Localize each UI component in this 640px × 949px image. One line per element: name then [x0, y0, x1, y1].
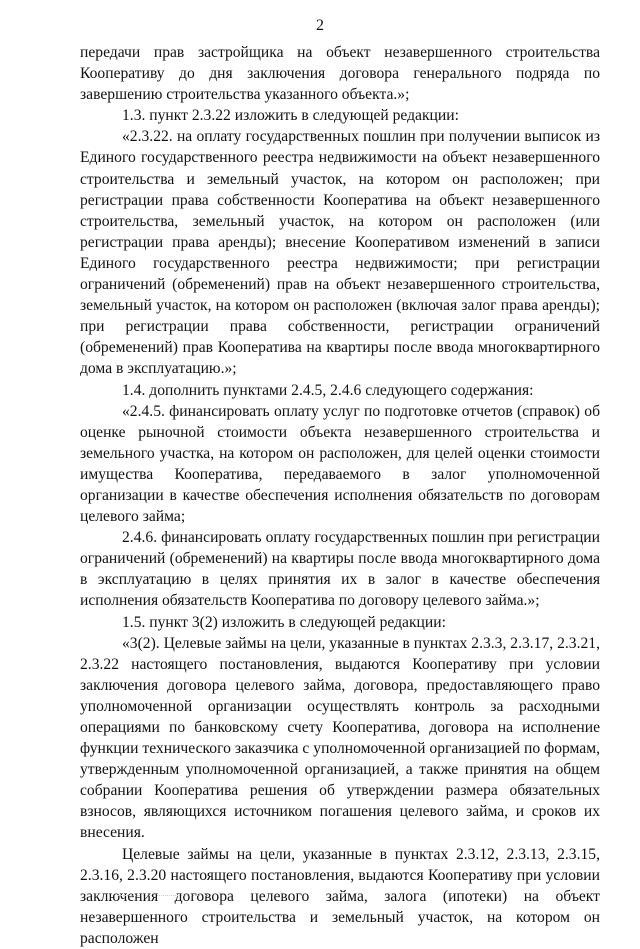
page-number: 2 — [316, 17, 324, 34]
paragraph-clause-2-3-22: «2.3.22. на оплату государственных пошлин при получении выписок из Единого государственного реестра недвижимости на объект незавершенного строительства и земельный участок, на котором он расположен; при регистрации права собственности Кооператива на объект незавершенного строительства, земельный участок, на котором он расположен (или регистрации права аренды); внесение Кооперативом изменений в записи Единого государственного реестра недвижимости; при регистрации ограничений (обременений) прав на объект незавершенного строительства, земельный участок, на котором он расположен (включая залог права аренды); при регистрации права собственности, регистрации ограничений (обременений) прав Кооператива на квартиры после ввода многоквартирного дома в эксплуатацию.»; — [80, 128, 600, 378]
paragraph-item-1-3: 1.3. пункт 2.3.22 изложить в следующей редакции: — [122, 107, 459, 125]
paragraph-item-1-4: 1.4. дополнить пунктами 2.4.5, 2.4.6 следующего содержания: — [122, 381, 534, 399]
paragraph-clause-2-4-5: «2.4.5. финансировать оплату услуг по подготовке отчетов (справок) об оценке рыночной стоимости объекта незавершенного строительства и земельного участка, на котором он расположен, для целей оценки стоимости имущества Кооператива, передаваемого в залог уполномоченной организации в качестве обеспечения исполнения обязательств по договорам целевого займа; — [80, 402, 600, 526]
scan-artifact — [118, 895, 208, 899]
paragraph-continuation: передачи прав застройщика на объект незавершенного строительства Кооперативу до дня заключения договора генерального подряда по завершению строительства указанного объекта.»; — [80, 44, 600, 104]
paragraph-clause-3-2: «3(2). Целевые займы на цели, указанные в пунктах 2.3.3, 2.3.17, 2.3.21, 2.3.22 настоящего постановления, выдаются Кооперативу при условии заключения договора целевого займа, договора, предоставляющего право уполномоченной организации осуществлять контроль за расходными операциями по банковскому счету Кооператива, договора на исполнение функции технического заказчика с уполномоченной организацией по формам, утвержденным уполномоченной организацией, а также принятия на общем собрании Кооператива решения об утверждении размера обязательных взносов, являющихся источником погашения целевого займа, и сроков их внесения. — [80, 634, 600, 842]
paragraph-clause-2-4-6: 2.4.6. финансировать оплату государственных пошлин при регистрации ограничений (обременений) на квартиры после ввода многоквартирного дома в эксплуатацию в целях принятия их в залог в качестве обеспечения исполнения обязательств Кооператива по договору целевого займа.»; — [80, 529, 600, 610]
paragraph-item-1-5: 1.5. пункт 3(2) изложить в следующей редакции: — [122, 613, 446, 631]
document-body — [80, 42, 600, 949]
paragraph-target-loans: Целевые займы на цели, указанные в пунктах 2.3.12, 2.3.13, 2.3.15, 2.3.16, 2.3.20 настоящего постановления, выдаются Кооперативу при условии заключения договора целевого займа, залога (ипотеки) на объект незавершенного строительства и земельный участок, на котором он расположен — [80, 845, 600, 947]
